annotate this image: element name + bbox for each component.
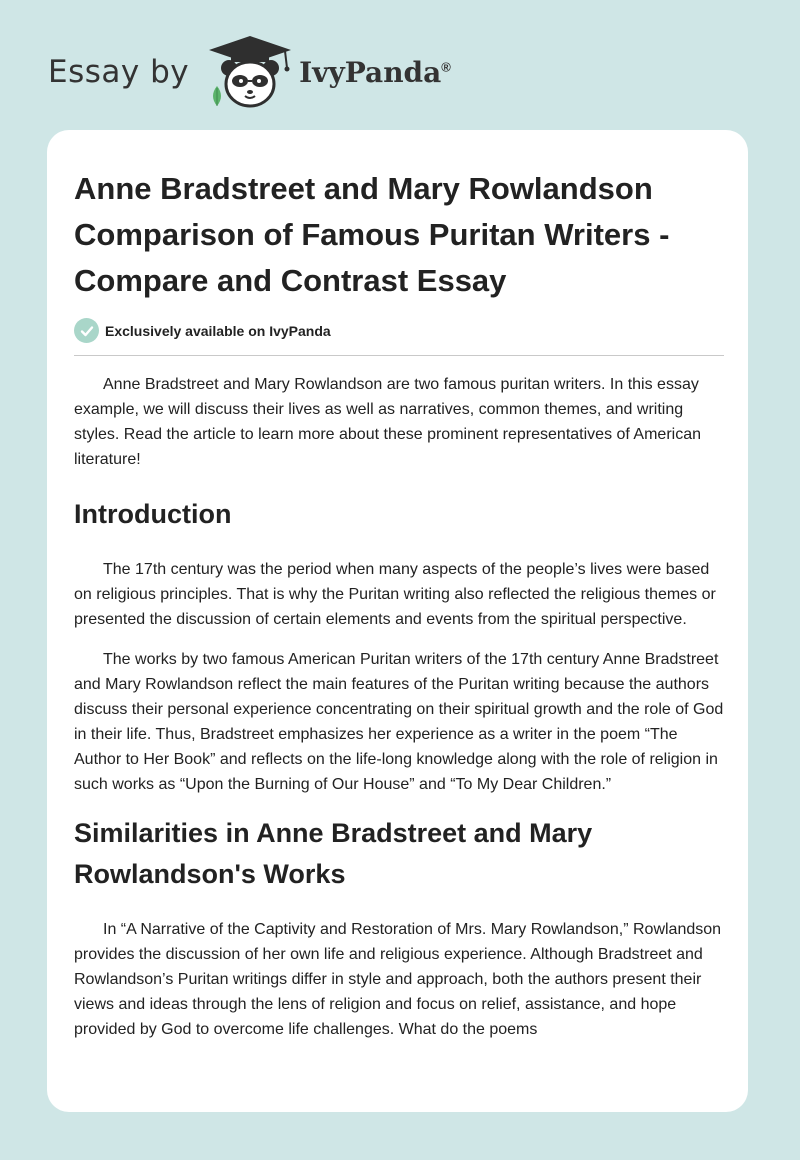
panda-graduate-icon[interactable] (207, 34, 293, 110)
registered-mark: ® (441, 59, 451, 75)
essay-card (47, 130, 748, 1112)
body-paragraph: In “A Narrative of the Captivity and Restoration of Mrs. Mary Rowlandson,” Rowlandson provides the discussion of her own life and religious experience. Although Bradstreet and Rowlandson’s Puritan writings differ in style and approach, both the authors present their views and ideas through the lens of religion and focus on relief, assistance, and hope provided by God to overcome life challenges. What do the poems (74, 921, 722, 1038)
site-header (48, 34, 451, 110)
divider (74, 355, 724, 356)
brand-name[interactable]: IvyPanda® (299, 55, 451, 89)
section-heading-introduction: Introduction (74, 499, 232, 529)
brand-prefix: Essay by (48, 54, 190, 90)
intro-paragraph: Anne Bradstreet and Mary Rowlandson are two famous puritan writers. In this essay example, we will discuss their lives as well as narratives, common themes, and writing styles. Read the article to learn more about these prominent representatives of American literature! (74, 376, 701, 468)
section-heading-similarities: Similarities in Anne Bradstreet and Mary Rowlandson's Works (74, 818, 593, 889)
essay-title: Anne Bradstreet and Mary Rowlandson Comparison of Famous Puritan Writers - Compare and Contrast Essay (74, 171, 670, 298)
check-circle-icon (74, 318, 99, 343)
exclusive-badge (74, 318, 724, 343)
body-paragraph: The works by two famous American Puritan writers of the 17th century Anne Bradstreet and Mary Rowlandson reflect the main features of the Puritan writing because the authors discuss their personal experience concentrating on their spiritual growth and the role of God in their life. Thus, Bradstreet emphasizes her experience as a writer in the poem “The Author to Her Book” and reflects on the life-long knowledge along with the role of religion in such works as “Upon the Burning of Our House” and “To My Dear Children.” (74, 651, 724, 793)
essay-content (74, 166, 724, 1042)
body-paragraph: The 17th century was the period when many aspects of the people’s lives were based on religious principles. That is why the Puritan writing also reflected the religious themes or presented the discussion of certain elements and events from the spiritual perspective. (74, 561, 716, 628)
badge-label: Exclusively available on IvyPanda (105, 322, 331, 339)
